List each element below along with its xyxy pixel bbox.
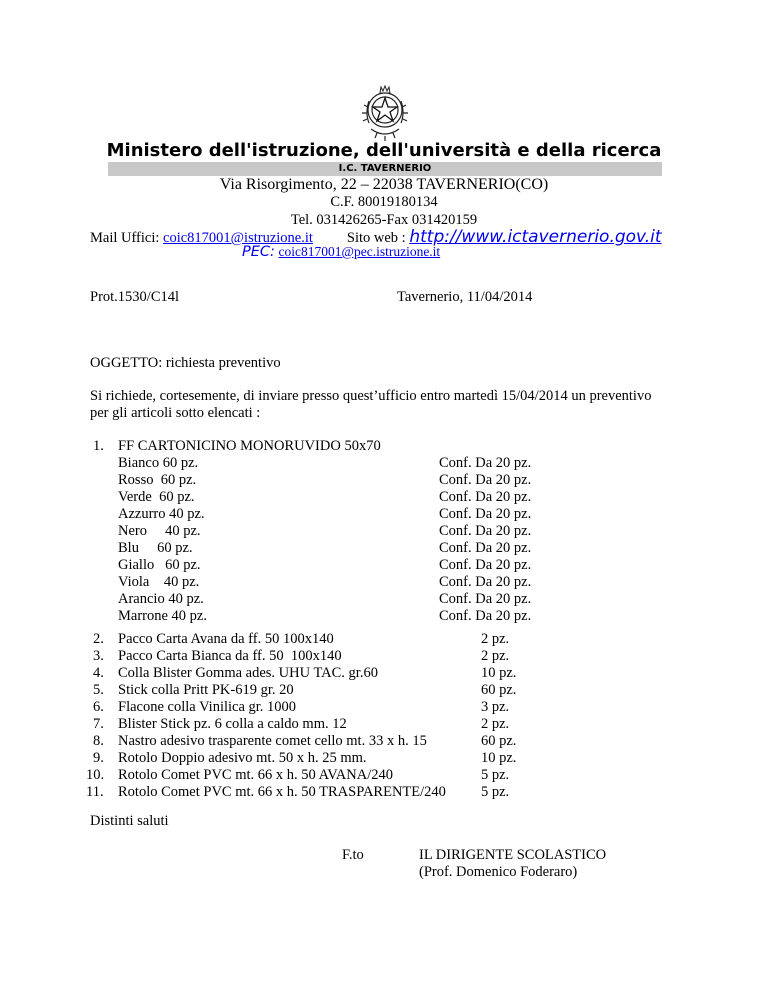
item-description: Rotolo Comet PVC mt. 66 x h. 50 AVANA/240: [118, 767, 394, 783]
item-description: Blister Stick pz. 6 colla a caldo mm. 12: [118, 716, 347, 732]
protocol-number: Prot.1530/C14l: [90, 289, 180, 305]
item-1-title: FF CARTONICINO MONORUVIDO 50x70: [118, 438, 381, 454]
item-quantity: 5 pz.: [481, 767, 510, 783]
item-description: Nastro adesivo trasparente comet cello mt. 33 x h. 15: [118, 733, 427, 749]
item-description: Flacone colla Vinilica gr. 1000: [118, 699, 297, 715]
color-pack: Conf. Da 20 pz.: [439, 506, 532, 522]
item-description: Pacco Carta Avana da ff. 50 100x140: [118, 631, 334, 647]
color-name: Rosso 60 pz.: [118, 472, 197, 488]
item-number: 4.: [93, 665, 104, 681]
color-name: Azzurro 40 pz.: [118, 506, 205, 522]
color-pack: Conf. Da 20 pz.: [439, 557, 532, 573]
color-name: Arancio 40 pz.: [118, 591, 204, 607]
pec-link[interactable]: coic817001@pec.istruzione.it: [278, 244, 441, 259]
item-quantity: 60 pz.: [481, 682, 517, 698]
color-name: Bianco 60 pz.: [118, 455, 199, 471]
pec-line: [242, 244, 440, 261]
item-number: 11.: [86, 784, 104, 800]
mail-link[interactable]: coic817001@istruzione.it: [163, 230, 313, 246]
item-number: 7.: [93, 716, 104, 732]
item-number: 8.: [93, 733, 104, 749]
item-number: 5.: [93, 682, 104, 698]
item-number: 10.: [86, 767, 105, 783]
item-number: 2.: [93, 631, 104, 647]
pec-label: PEC:: [242, 244, 275, 260]
signature-name: (Prof. Domenico Foderaro): [419, 864, 578, 880]
item-quantity: 3 pz.: [481, 699, 510, 715]
color-name: Viola 40 pz.: [118, 574, 200, 590]
school-phone-fax: Tel. 031426265-Fax 031420159: [290, 212, 478, 228]
color-pack: Conf. Da 20 pz.: [439, 523, 532, 539]
item-description: Rotolo Comet PVC mt. 66 x h. 50 TRASPARENTE/240: [118, 784, 446, 800]
item-1-number: 1.: [93, 438, 104, 454]
color-name: Nero 40 pz.: [118, 523, 201, 539]
item-number: 6.: [93, 699, 104, 715]
website-link[interactable]: http://www.ictavernerio.gov.it: [409, 227, 662, 247]
republic-emblem-icon: [357, 83, 413, 143]
item-quantity: 10 pz.: [481, 750, 517, 766]
place-date: Tavernerio, 11/04/2014: [397, 289, 533, 305]
item-quantity: 2 pz.: [481, 631, 510, 647]
color-pack: Conf. Da 20 pz.: [439, 540, 532, 556]
item-quantity: 60 pz.: [481, 733, 517, 749]
ministry-title: Ministero dell'istruzione, dell'università e della ricerca: [106, 140, 662, 161]
school-fiscal-code: C.F. 80019180134: [330, 194, 438, 210]
item-description: Rotolo Doppio adesivo mt. 50 x h. 25 mm.: [118, 750, 367, 766]
intro-line-1: Si richiede, cortesemente, di inviare presso quest’ufficio entro martedì 15/04/2014 un preventivo: [90, 388, 652, 404]
color-pack: Conf. Da 20 pz.: [439, 472, 532, 488]
item-description: Pacco Carta Bianca da ff. 50 100x140: [118, 648, 342, 664]
color-name: Blu 60 pz.: [118, 540, 193, 556]
color-name: Verde 60 pz.: [118, 489, 195, 505]
color-pack: Conf. Da 20 pz.: [439, 574, 532, 590]
color-pack: Conf. Da 20 pz.: [439, 608, 532, 624]
color-pack: Conf. Da 20 pz.: [439, 489, 532, 505]
color-name: Giallo 60 pz.: [118, 557, 201, 573]
color-pack: Conf. Da 20 pz.: [439, 455, 532, 471]
item-quantity: 10 pz.: [481, 665, 517, 681]
color-pack: Conf. Da 20 pz.: [439, 591, 532, 607]
signature-fto: F.to: [342, 847, 364, 863]
item-quantity: 2 pz.: [481, 716, 510, 732]
item-description: Stick colla Pritt PK-619 gr. 20: [118, 682, 294, 698]
item-quantity: 5 pz.: [481, 784, 510, 800]
item-description: Colla Blister Gomma ades. UHU TAC. gr.60: [118, 665, 378, 681]
mail-label: Mail Uffici:: [90, 230, 164, 246]
school-address: Via Risorgimento, 22 – 22038 TAVERNERIO(CO): [219, 176, 549, 193]
subject: OGGETTO: richiesta preventivo: [90, 355, 281, 371]
item-number: 3.: [93, 648, 104, 664]
signature-title: IL DIRIGENTE SCOLASTICO: [419, 847, 607, 863]
item-number: 9.: [93, 750, 104, 766]
item-quantity: 2 pz.: [481, 648, 510, 664]
school-name-band: I.C. TAVERNERIO: [108, 162, 662, 176]
color-name: Marrone 40 pz.: [118, 608, 207, 624]
intro-line-2: per gli articoli sotto elencati :: [90, 405, 261, 421]
closing: Distinti saluti: [90, 813, 169, 829]
site-label: Sito web :: [346, 230, 410, 246]
